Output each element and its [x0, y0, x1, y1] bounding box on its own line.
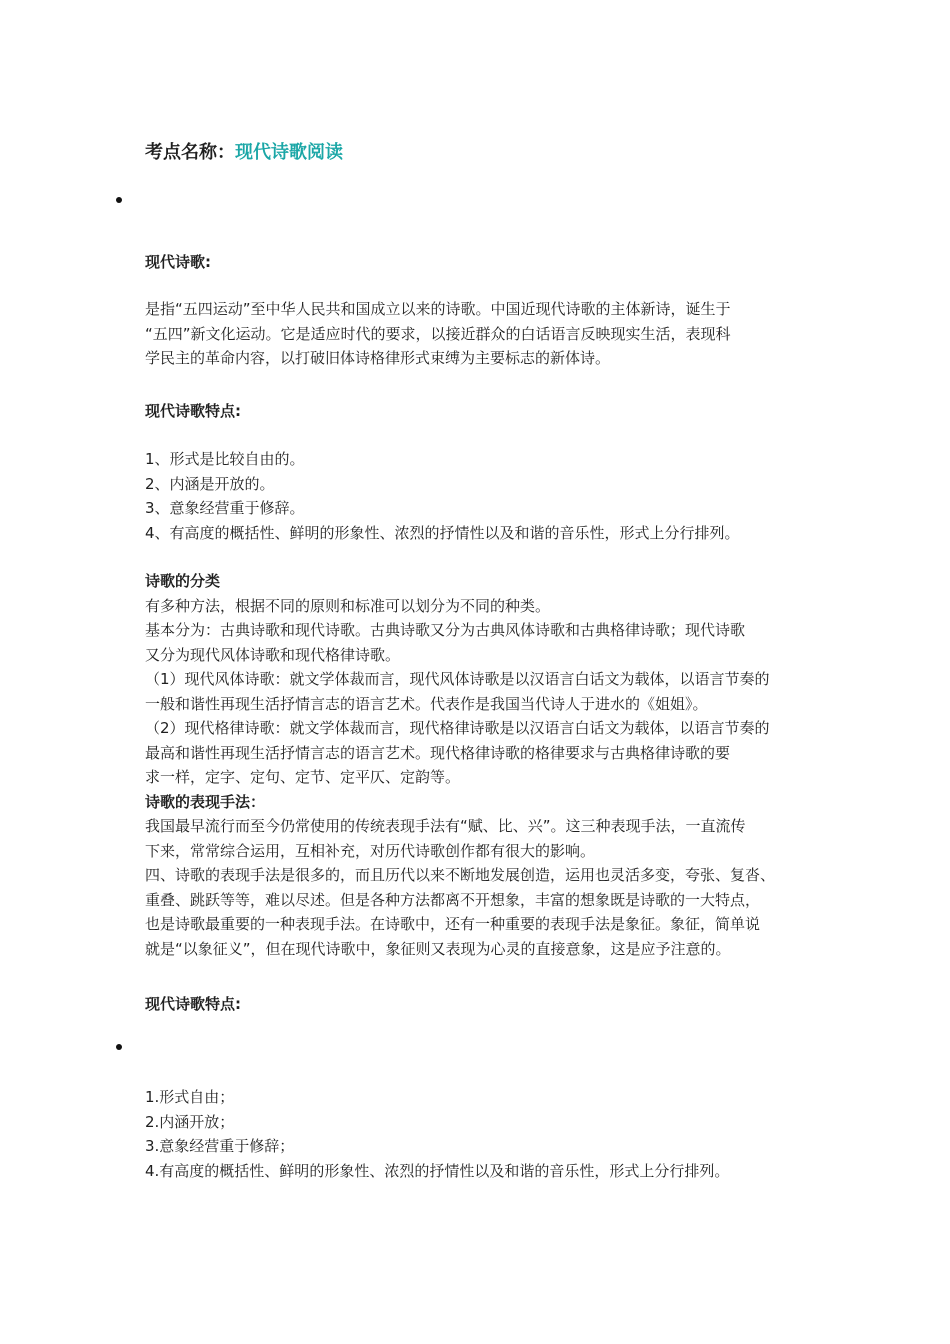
text-line: 是指“五四运动”至中华人民共和国成立以来的诗歌。中国近现代诗歌的主体新诗，诞生于 — [145, 300, 731, 318]
features-list — [145, 447, 810, 545]
definition-paragraph — [145, 297, 810, 371]
list-item: 3、意象经营重于修辞。 — [145, 499, 305, 517]
text-line: 求一样，定字、定句、定节、定平仄、定韵等。 — [145, 768, 461, 786]
text-line: （1）现代风体诗歌：就文学体裁而言，现代风体诗歌是以汉语言白话文为载体，以语言节奏的 — [145, 670, 770, 688]
list-item: 1、形式是比较自由的。 — [145, 450, 305, 468]
text-line: 下来，常常综合运用，互相补充，对历代诗歌创作都有很大的影响。 — [145, 841, 596, 860]
title-topic: 现代诗歌阅读 — [235, 142, 343, 163]
list-item: 2.内涵开放； — [145, 1112, 235, 1131]
list-item: 3.意象经营重于修辞； — [145, 1137, 295, 1155]
text-line: 就是“以象征义”，但在现代诗歌中，象征则又表现为心灵的直接意象，这是应予注意的。 — [145, 939, 731, 958]
text-line: 一般和谐性再现生活抒情言志的语言艺术。代表作是我国当代诗人于进水的《姐姐》。 — [145, 694, 708, 713]
classification-section — [145, 569, 810, 961]
page-title — [145, 138, 343, 164]
text-line: 最高和谐性再现生活抒情言志的语言艺术。现代格律诗歌的格律要求与古典格律诗歌的要 — [145, 743, 731, 762]
text-line: 学民主的革命内容，以打破旧体诗格律形式束缚为主要标志的新体诗。 — [145, 349, 611, 367]
text-line: 四、诗歌的表现手法是很多的，而且历代以来不断地发展创造，运用也灵活多变，夸张、复沓、 — [145, 866, 776, 884]
text-line: 也是诗歌最重要的一种表现手法。在诗歌中，还有一种重要的表现手法是象征。象征，简单说 — [145, 915, 761, 933]
features2-list — [145, 1085, 810, 1183]
text-line: 重叠、跳跃等等，难以尽述。但是各种方法都离不开想象，丰富的想象既是诗歌的一大特点， — [145, 890, 761, 909]
text-line: 我国最早流行而至今仍常使用的传统表现手法有“赋、比、兴”。这三种表现手法，一直流传 — [145, 817, 746, 835]
list-item: 4、有高度的概括性、鲜明的形象性、浓烈的抒情性以及和谐的音乐性，形式上分行排列。 — [145, 523, 740, 542]
text-line: 又分为现代风体诗歌和现代格律诗歌。 — [145, 645, 401, 664]
classification-heading: 诗歌的分类 — [145, 572, 221, 590]
list-item: 2、内涵是开放的。 — [145, 474, 275, 493]
features-heading: 现代诗歌特点: — [145, 402, 241, 420]
definition-heading: 现代诗歌: — [145, 253, 211, 271]
text-line: 有多种方法，根据不同的原则和标准可以划分为不同的种类。 — [145, 596, 551, 615]
title-prefix: 考点名称： — [145, 142, 235, 163]
features2-heading: 现代诗歌特点: — [145, 995, 241, 1013]
techniques-heading: 诗歌的表现手法： — [145, 792, 266, 811]
text-line: （2）现代格律诗歌：就文学体裁而言，现代格律诗歌是以汉语言白话文为载体，以语言节奏的 — [145, 719, 770, 737]
bullet-dot — [116, 1044, 122, 1050]
bullet-dot — [116, 197, 122, 203]
list-item: 1.形式自由； — [145, 1088, 235, 1106]
list-item: 4.有高度的概括性、鲜明的形象性、浓烈的抒情性以及和谐的音乐性，形式上分行排列。 — [145, 1161, 730, 1180]
text-line: “五四”新文化运动。它是适应时代的要求，以接近群众的白话语言反映现实生活，表现科 — [145, 324, 731, 343]
text-line: 基本分为：古典诗歌和现代诗歌。古典诗歌又分为古典风体诗歌和古典格律诗歌；现代诗歌 — [145, 621, 746, 639]
